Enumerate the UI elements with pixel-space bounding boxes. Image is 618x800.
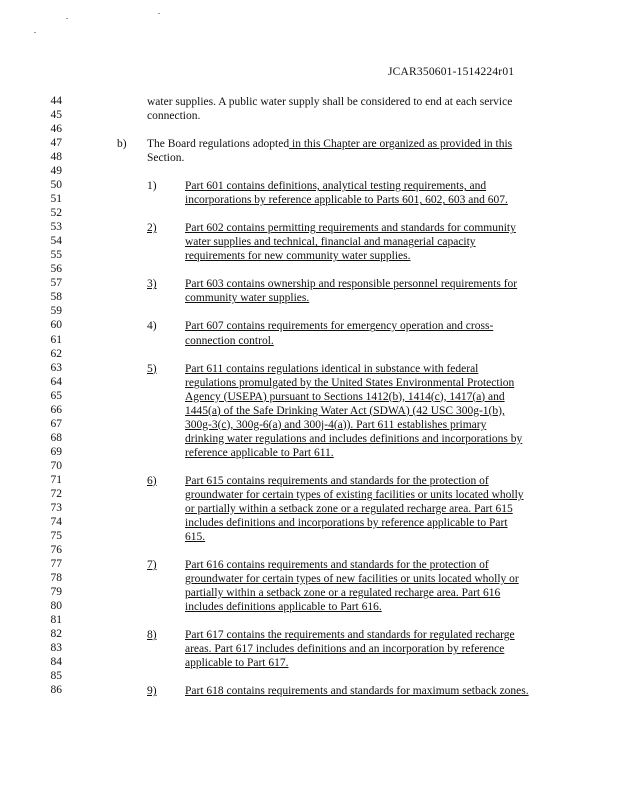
item-text-line: Part 616 contains requirements and standards for the protection of [185,558,489,571]
intro-line-2: connection. [147,110,201,122]
line-number: 79 [50,586,62,599]
item-text-line: connection control. [185,334,274,347]
line-number: 68 [50,431,62,444]
item-text-line: requirements for new community water supplies. [185,250,411,263]
line-number: 67 [50,417,62,430]
item-text-line: community water supplies. [185,292,310,305]
line-number: 64 [50,375,62,388]
item-number: 7) [147,558,157,571]
item-number: 3) [147,278,157,291]
line-number: 71 [50,473,62,486]
line-number: 46 [50,123,62,136]
line-number: 51 [50,193,62,206]
document-code: JCAR350601-1514224r01 [388,66,515,78]
line-number: 61 [50,333,62,346]
item-text-line: or partially within a setback zone or a regulated recharge area. Part 615 [185,502,513,515]
line-number: 56 [50,263,62,276]
line-number: 45 [50,109,62,122]
item-number: 4) [147,320,157,333]
line-number: 73 [50,501,62,514]
line-number: 48 [50,151,62,164]
line-number: 55 [50,249,62,262]
line-number: 63 [50,361,62,374]
item-text-line: includes definitions applicable to Part 616. [185,601,382,614]
line-number: 44 [50,95,62,107]
line-number: 62 [50,347,62,360]
item-text-line: incorporations by reference applicable to Parts 601, 602, 603 and 607. [185,194,508,207]
item-text-line: Part 601 contains definitions, analytical testing requirements, and [185,180,487,193]
line-number: 65 [50,389,62,402]
section-b-line-1 [147,137,512,151]
line-number: 59 [50,305,62,318]
item-text-line: groundwater for certain types of new facilities or units located wholly or [185,573,519,586]
item-text-line: Part 615 contains requirements and standards for the protection of [185,474,489,487]
item-text-line: areas. Part 617 includes definitions and an incorporation by reference [185,643,505,656]
item-text-line: Part 611 contains regulations identical in substance with federal [185,362,479,375]
item-text-line: Part 617 contains the requirements and standards for regulated recharge [185,629,515,642]
section-b-line-2: Section. [147,152,185,164]
line-number: 69 [50,445,62,458]
line-number: 70 [50,459,62,472]
line-number: 49 [50,165,62,178]
item-text-line: applicable to Part 617. [185,657,289,670]
item-number: 2) [147,222,157,235]
item-number: 6) [147,474,157,487]
line-number: 60 [50,319,62,332]
line-number: 84 [50,656,62,669]
item-text-line: regulations promulgated by the United States Environmental Protection [185,376,515,389]
section-b-plain: The Board regulations adopted [147,138,290,150]
line-number: 57 [50,277,62,290]
line-number: 50 [50,179,62,192]
scan-speck [34,32,36,33]
line-number: 66 [50,403,62,416]
line-number: 72 [50,487,62,500]
scan-speck [66,18,68,19]
line-number: 53 [50,221,62,234]
item-text-line: Part 602 contains permitting requirements and standards for community [185,222,516,235]
item-text-line: partially within a setback zone or a regulated recharge area. Part 616 [185,587,501,600]
item-number: 1) [147,180,157,193]
item-text-line: water supplies and technical, financial and managerial capacity [185,236,476,249]
line-number: 76 [50,543,62,556]
item-text-line: Part 607 contains requirements for emergency operation and cross- [185,320,494,333]
line-number: 85 [50,670,62,683]
item-text-line: 300g-3(c), 300g-6(a) and 300j-4(a)). Part 611 establishes primary [185,418,487,431]
line-number: 80 [50,600,62,613]
item-text-line: Part 618 contains requirements and standards for maximum setback zones. [185,685,529,698]
item-text-line: groundwater for certain types of existing facilities or units located wholly [185,488,524,501]
line-number: 52 [50,207,62,220]
item-text-line: drinking water regulations and includes definitions and incorporations by [185,432,523,445]
item-text-line: Agency (USEPA) pursuant to Sections 1412(b), 1414(c), 1417(a) and [185,390,505,403]
line-number: 74 [50,515,62,528]
scan-speck [158,13,160,14]
section-b-label: b) [117,138,127,150]
intro-line-1: water supplies. A public water supply shall be considered to end at each service [147,96,513,108]
line-number: 82 [50,628,62,641]
item-number: 9) [147,685,157,698]
line-number: 47 [50,137,62,150]
line-number: 75 [50,529,62,542]
line-number: 54 [50,235,62,248]
item-text-line: includes definitions and incorporations by reference applicable to Part [185,516,508,529]
item-number: 5) [147,362,157,375]
section-b-underlined: in this Chapter are organized as provided in this [289,138,513,150]
item-text-line: Part 603 contains ownership and responsible personnel requirements for [185,278,518,291]
line-number: 86 [50,684,62,697]
line-number: 81 [50,614,62,627]
line-number: 77 [50,557,62,570]
item-text-line: 1445(a) of the Safe Drinking Water Act (SDWA) (42 USC 300g-1(b), [185,404,505,417]
line-number: 58 [50,291,62,304]
item-text-line: 615. [185,530,206,543]
line-number: 83 [50,642,62,655]
line-number: 78 [50,572,62,585]
item-text-line: reference applicable to Part 611. [185,446,334,459]
item-number: 8) [147,629,157,642]
